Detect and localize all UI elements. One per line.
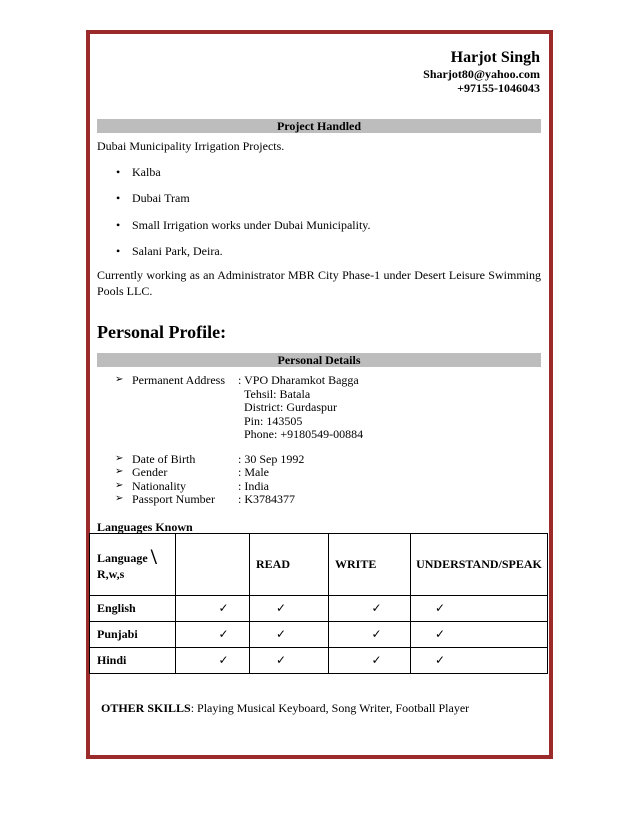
check-icon: ✓ [329,648,411,674]
check-icon: ✓ [176,648,250,674]
arrow-bullet-icon: ➢ [115,480,124,491]
arrow-bullet-icon: ➢ [115,466,124,477]
arrow-bullet-icon: ➢ [115,453,124,464]
bullet-icon: • [116,165,121,179]
address-line: : VPO Dharamkot Bagga [238,373,359,387]
table-row [90,648,548,674]
candidate-phone: +97155-1046043 [457,81,540,95]
check-icon: ✓ [250,596,329,622]
current-work-line2: Pools LLC. [97,284,153,298]
check-icon: ✓ [176,622,250,648]
check-icon: ✓ [411,596,548,622]
passport-value: : K3784377 [238,492,295,506]
project-item: Kalba [132,165,161,179]
other-skills [101,701,469,716]
bullet-icon: • [116,244,121,258]
check-icon: ✓ [329,596,411,622]
check-icon: ✓ [329,622,411,648]
corner-bottom-label: R,w,s [97,567,125,581]
check-icon: ✓ [250,648,329,674]
candidate-name: Harjot Singh [450,49,540,66]
corner-top-label: Language [97,551,148,565]
project-handled-bar: Project Handled [97,119,541,133]
other-skills-label: OTHER SKILLS [101,701,191,715]
table-row [90,622,548,648]
project-item: Salani Park, Deira. [132,244,223,258]
empty-header-cell [176,534,250,596]
header-write: WRITE [329,534,411,596]
row-language: Hindi [90,648,176,674]
projects-intro: Dubai Municipality Irrigation Projects. [97,139,285,153]
project-item: Small Irrigation works under Dubai Municipality. [132,218,371,232]
header-understand-speak: UNDERSTAND/SPEAK [411,534,548,596]
address-label: Permanent Address [132,373,225,387]
nationality-label: Nationality [132,479,186,493]
gender-label: Gender [132,465,168,479]
dob-label: Date of Birth [132,452,196,466]
address-line: Tehsil: Batala [244,387,311,401]
arrow-bullet-icon: ➢ [115,374,124,385]
dob-value: : 30 Sep 1992 [238,452,305,466]
corner-cell [90,534,176,596]
languages-title: Languages Known [97,520,193,534]
address-line: District: Gurdaspur [244,400,337,414]
table-row [90,596,548,622]
personal-profile-heading: Personal Profile: [97,322,227,342]
header-read: READ [250,534,329,596]
row-language: Punjabi [90,622,176,648]
candidate-email: Sharjot80@yahoo.com [423,67,540,81]
bullet-icon: • [116,218,121,232]
personal-details-bar: Personal Details [97,353,541,367]
table-header-row [90,534,548,596]
check-icon: ✓ [250,622,329,648]
other-skills-text: : Playing Musical Keyboard, Song Writer, Football Player [190,701,470,715]
bullet-icon: • [116,191,121,205]
current-work-line1: Currently working as an Administrator MBR City Phase-1 under Desert Leisure Swimming [97,268,541,282]
languages-table [89,533,548,674]
nationality-value: : India [238,479,269,493]
corner-slash: \ [150,544,157,569]
address-line: Pin: 143505 [244,414,303,428]
check-icon: ✓ [411,622,548,648]
arrow-bullet-icon: ➢ [115,493,124,504]
check-icon: ✓ [176,596,250,622]
project-item: Dubai Tram [132,191,190,205]
passport-label: Passport Number [132,492,215,506]
row-language: English [90,596,176,622]
gender-value: : Male [238,465,269,479]
check-icon: ✓ [411,648,548,674]
address-line: Phone: +9180549-00884 [244,427,364,441]
